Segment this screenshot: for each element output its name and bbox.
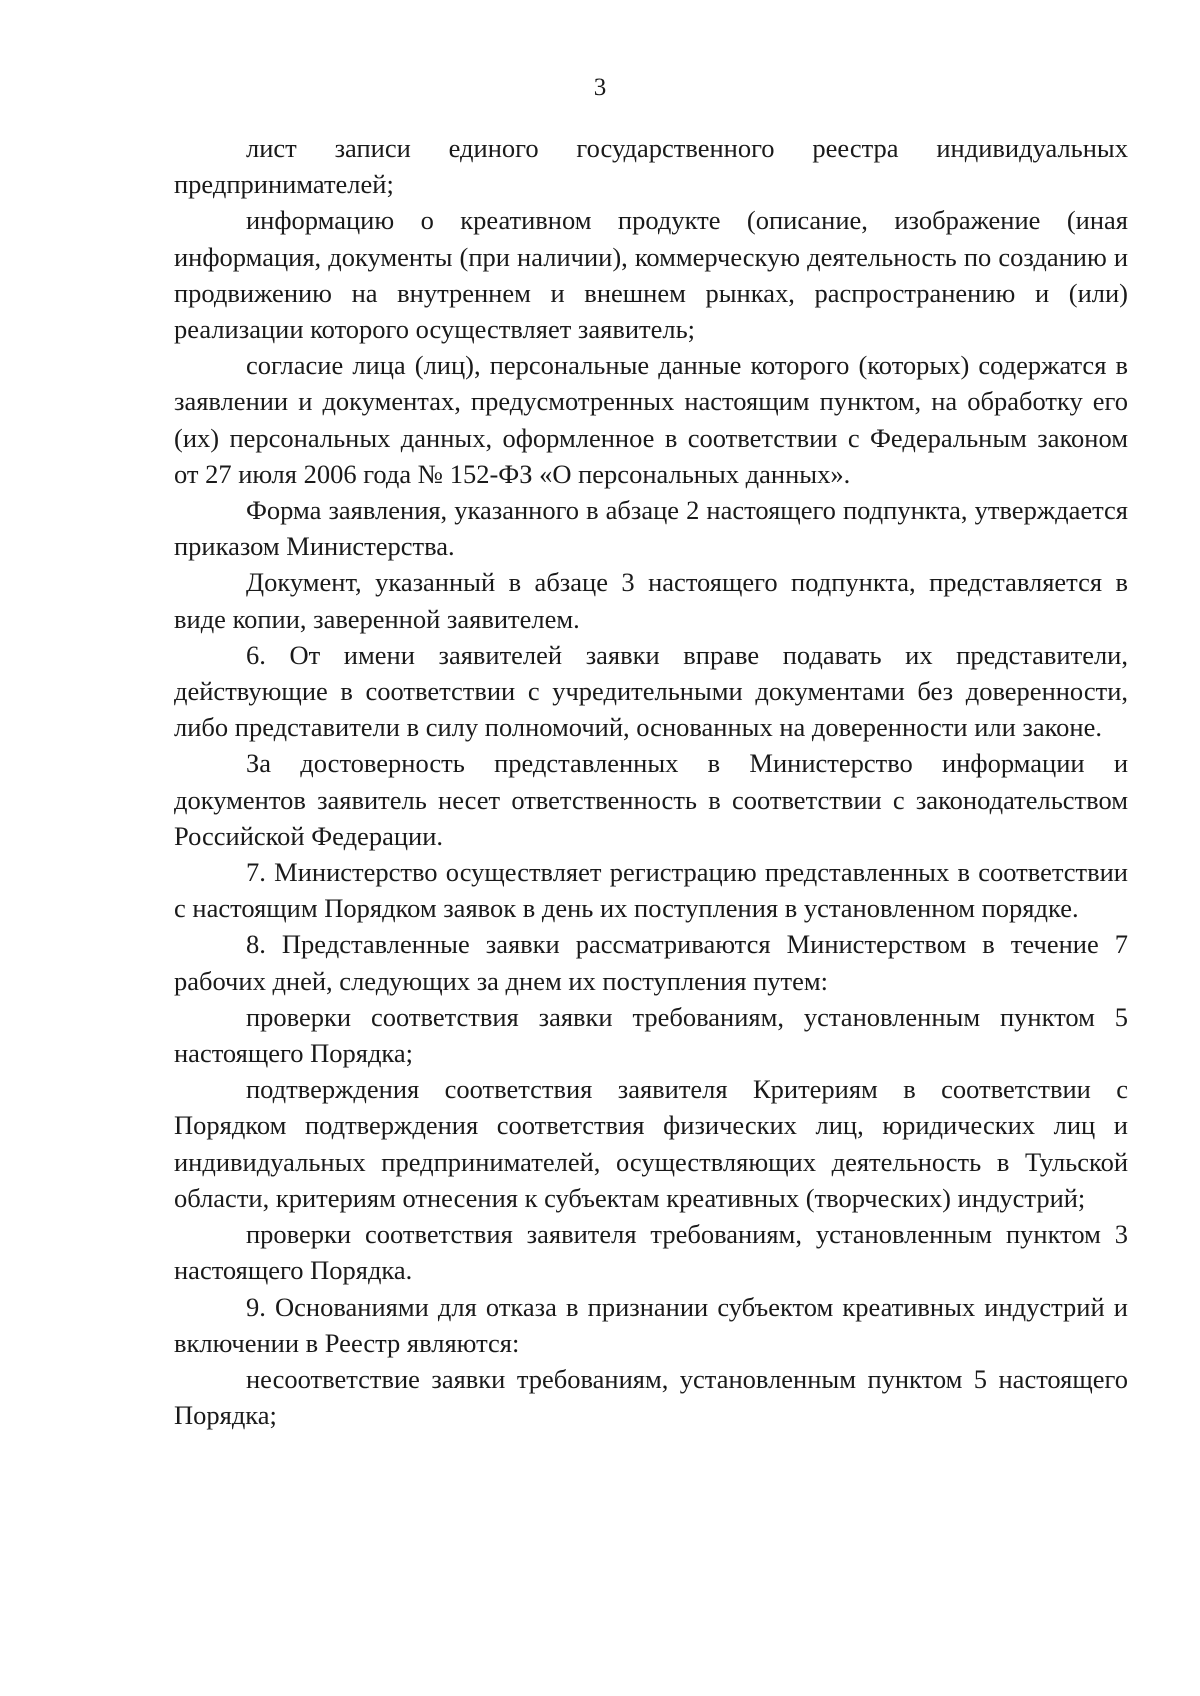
paragraph-document-copy: Документ, указанный в абзаце 3 настоящего подпункта, представляется в виде копии, заверенной заявителем. — [174, 567, 1128, 634]
paragraph-item-9: 9. Основаниями для отказа в признании субъектом креативных индустрий и включении в Реестр являются: — [174, 1291, 1128, 1358]
paragraph-creative-product-info: информацию о креативном продукте (описание, изображение (иная информация, документы (при наличии), коммерческую деятельность по созданию и продвижению на внутреннем и внешнем рынках, распространению и (или) реализации которого осуществляет заявитель; — [174, 205, 1128, 345]
paragraph-check-application: проверки соответствия заявки требованиям, установленным пунктом 5 настоящего Порядка; — [174, 1001, 1128, 1069]
paragraph-check-applicant: проверки соответствия заявителя требованиям, установленным пунктом 3 настоящего Порядка. — [174, 1219, 1128, 1286]
document-body — [174, 130, 1128, 1433]
paragraph-nonconformity: несоответствие заявки требованиям, установленным пунктом 5 настоящего Порядка; — [174, 1363, 1128, 1431]
paragraph-item-7: 7. Министерство осуществляет регистрацию представленных в соответствии с настоящим Порядком заявок в день их поступления в установленном порядке. — [174, 857, 1128, 924]
page-number: 3 — [593, 74, 607, 101]
paragraph-item-6: 6. От имени заявителей заявки вправе подавать их представители, действующие в соответствии с учредительными документами без доверенности, либо представители в силу полномочий, основанных на доверенности или законе. — [174, 639, 1128, 743]
paragraph-application-form: Форма заявления, указанного в абзаце 2 настоящего подпункта, утверждается приказом Министерства. — [174, 495, 1128, 562]
paragraph-item-8: 8. Представленные заявки рассматриваются Министерством в течение 7 рабочих дней, следующих за днем их поступления путем: — [174, 929, 1128, 996]
paragraph-personal-data-consent: согласие лица (лиц), персональные данные которого (которых) содержатся в заявлении и документах, предусмотренных настоящим пунктом, на обработку его (их) персональных данных, оформленное в соответствии с Федеральным законом от 27 июля 2006 года № 152-ФЗ «О персональных данных». — [174, 350, 1128, 489]
paragraph-reliability-responsibility: За достоверность представленных в Министерство информации и документов заявитель несет ответственность в соответствии с законодательством Российской Федерации. — [174, 748, 1128, 851]
paragraph-confirm-criteria: подтверждения соответствия заявителя Критериям в соответствии с Порядком подтверждения соответствия физических лиц, юридических лиц и индивидуальных предпринимателей, осуществляющих деятельность в Тульской области, критериям отнесения к субъектам креативных (творческих) индустрий; — [174, 1074, 1128, 1213]
paragraph-registry-sheet: лист записи единого государственного реестра индивидуальных предпринимателей; — [174, 133, 1128, 200]
